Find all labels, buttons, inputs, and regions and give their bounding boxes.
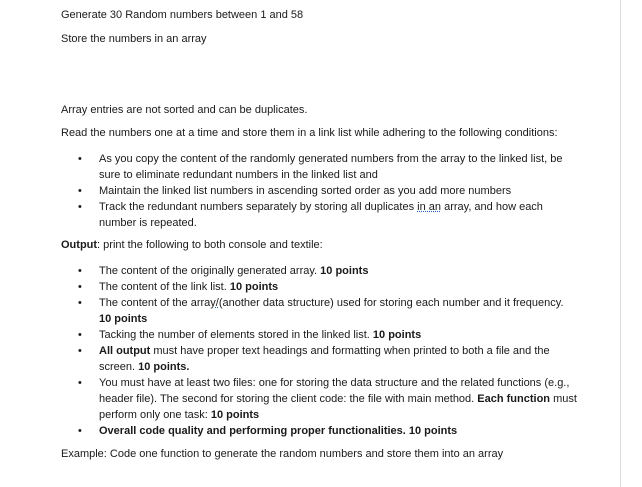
output-item: • The content of the originally generated array. 10 points (78, 263, 578, 279)
output-item: • The content of the array/(another data structure) used for storing each number and it frequency. 10 points (78, 295, 578, 327)
underlined-text: in an (417, 201, 442, 213)
output-item: • Overall code quality and performing proper functionalities. 10 points (78, 423, 578, 439)
output-list (78, 263, 578, 439)
output-heading: Output: print the following to both console and textile: (61, 239, 323, 251)
output-item: • All output must have proper text headings and formatting when printed to both a file and the screen. 10 points. (78, 343, 578, 375)
condition-item: • As you copy the content of the randomly generated numbers from the array to the linked list, be sure to eliminate redundant numbers in the linked list and (78, 151, 578, 183)
array-note: Array entries are not sorted and can be duplicates. (61, 104, 308, 116)
output-label: Output (61, 239, 98, 251)
intro-line-1: Generate 30 Random numbers between 1 and 58 (61, 9, 304, 21)
read-instruction: Read the numbers one at a time and store them in a link list while adhering to the following conditions: (61, 127, 558, 139)
condition-item: • Maintain the linked list numbers in ascending sorted order as you add more numbers (78, 183, 578, 199)
output-item: • You must have at least two files: one for storing the data structure and the related functions (e.g., header file). The second for storing the client code: the file with main method. Each function must perform only one task: 10 points (78, 375, 578, 423)
output-item: • The content of the link list. 10 points (78, 279, 578, 295)
condition-item: • Track the redundant numbers separately by storing all duplicates in an array, and how each number is repeated. (78, 199, 578, 231)
output-item: • Tacking the number of elements stored in the linked list. 10 points (78, 327, 578, 343)
intro-line-2: Store the numbers in an array (61, 33, 207, 45)
example-line: Example: Code one function to generate the random numbers and store them into an array (61, 448, 504, 460)
conditions-list (78, 151, 578, 231)
